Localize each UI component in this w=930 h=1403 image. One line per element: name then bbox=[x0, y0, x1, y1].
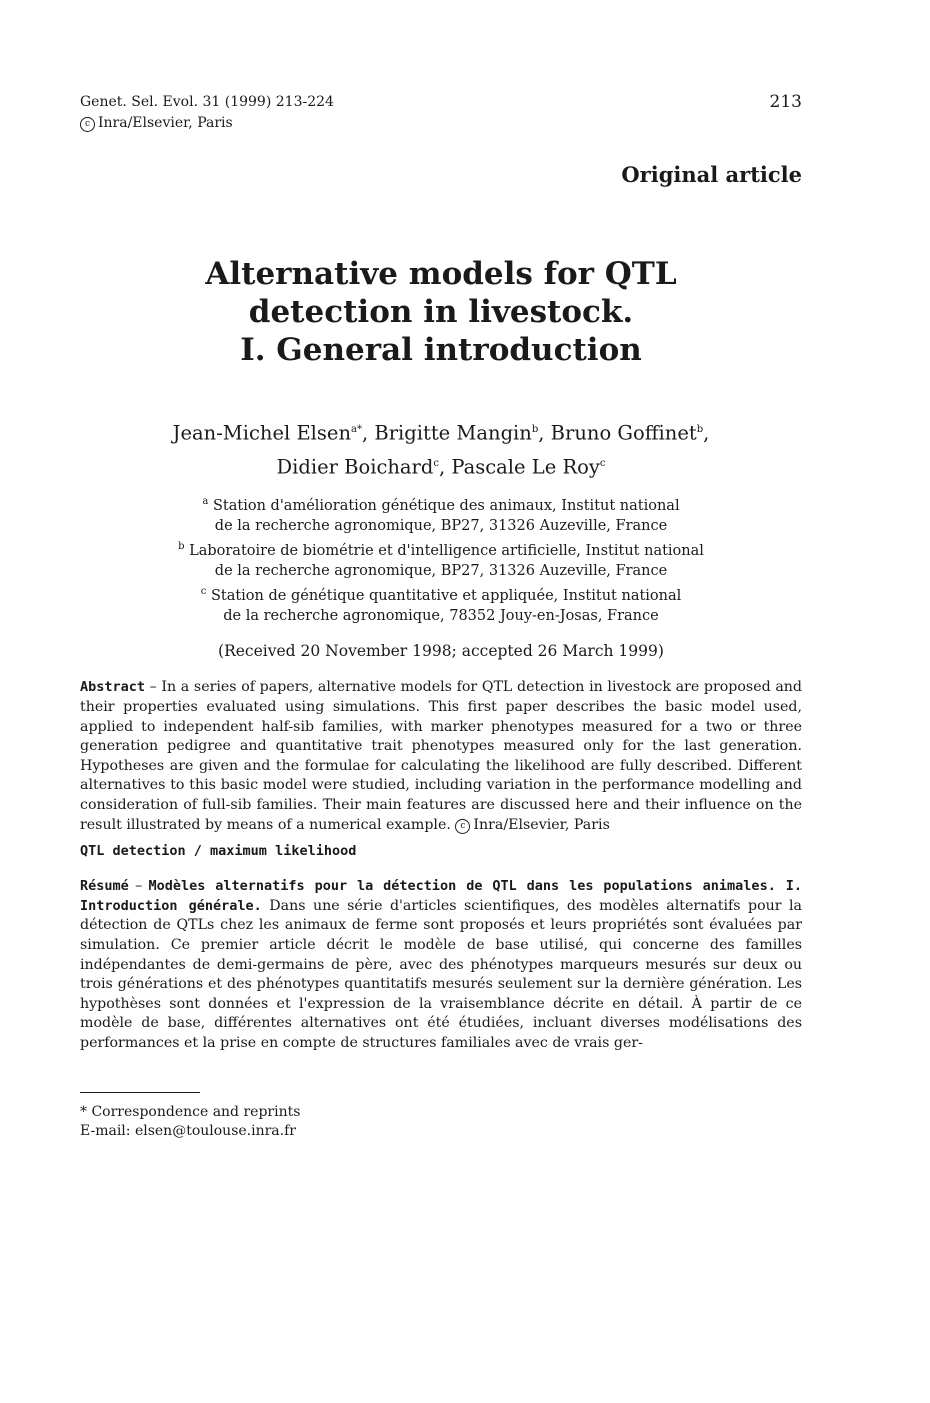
paper-page bbox=[80, 92, 802, 1141]
affiliation-mark: c bbox=[200, 585, 207, 597]
title-line: I. General introduction bbox=[240, 332, 642, 368]
affiliation-mark: a bbox=[202, 496, 209, 507]
abstract-copyright: Inra/Elsevier, Paris bbox=[473, 816, 610, 833]
article-type: Original article bbox=[621, 162, 802, 187]
resume-dash: – bbox=[128, 878, 149, 895]
keywords-text: QTL detection / maximum likelihood bbox=[80, 843, 357, 860]
author-affil-mark: b bbox=[696, 424, 704, 435]
affiliation-list bbox=[80, 492, 802, 626]
copyright-icon: c bbox=[455, 819, 470, 834]
resume-title: Modèles alternatifs pour la détection de QTL dans les populations animales. I. Introduction générale. bbox=[80, 878, 802, 914]
affiliation-mark: b bbox=[178, 540, 185, 552]
author-affil-mark: b bbox=[531, 424, 539, 435]
author-list bbox=[80, 415, 802, 482]
abstract-text: – In a series of papers, alternative models for QTL detection in livestock are proposed and their properties evaluated using simulations. This first paper describes the basic model used, applied to independent half-sib families, with marker phenotypes measured for a two or three generation pedigree and quantitative trait phenotypes measured only for the last generation. Hypotheses are given and the formulae for calculating the likelihood are fully described. Different alternatives to this basic model were studied, including variation in the performance modelling and consideration of full-sib families. Their main features are discussed here and their influence on the result illustrated by means of a numerical example. bbox=[80, 679, 802, 833]
footnote-divider bbox=[80, 1092, 200, 1093]
author-affil-mark: c bbox=[599, 457, 606, 469]
page-number: 213 bbox=[769, 92, 802, 112]
author-name: Brigitte Mangin bbox=[374, 421, 532, 445]
footnote-correspondence: * Correspondence and reprints bbox=[80, 1103, 301, 1120]
affiliation-line: Station d'amélioration génétique des animaux, Institut national bbox=[212, 497, 680, 514]
running-header bbox=[80, 92, 802, 134]
affiliation bbox=[80, 492, 802, 537]
title-line: Alternative models for QTL bbox=[205, 256, 677, 292]
keywords bbox=[80, 843, 802, 859]
resume-label: Résumé bbox=[80, 878, 129, 895]
affiliation-line: de la recherche agronomique, BP27, 31326 Auzeville, France bbox=[214, 563, 668, 580]
copyright-icon: c bbox=[80, 117, 95, 132]
journal-info bbox=[80, 92, 334, 134]
author-line: Jean-Michel Elsen$^{a*}$, Brigitte Mangin$^b$, Bruno Goffinet$^b$, bbox=[172, 421, 710, 445]
abstract-label: Abstract bbox=[80, 679, 146, 696]
author-name: Bruno Goffinet bbox=[550, 421, 697, 445]
affiliation-line: Laboratoire de biométrie et d'intelligence artificielle, Institut national bbox=[189, 542, 704, 559]
resume bbox=[80, 877, 802, 1053]
footnote bbox=[80, 1103, 802, 1141]
paper-title bbox=[80, 255, 802, 369]
affiliation bbox=[80, 537, 802, 582]
title-line: detection in livestock. bbox=[248, 294, 634, 330]
author-name: Jean-Michel Elsen bbox=[172, 421, 352, 445]
publisher-line bbox=[80, 113, 334, 134]
abstract bbox=[80, 678, 802, 835]
author-line: Didier Boichard$^c$, Pascale Le Roy$^c$ bbox=[276, 455, 606, 478]
author-name: Pascale Le Roy bbox=[451, 455, 600, 478]
received-dates: (Received 20 November 1998; accepted 26 March 1999) bbox=[218, 642, 664, 661]
affiliation-line: de la recherche agronomique, BP27, 31326 Auzeville, France bbox=[214, 518, 668, 535]
affiliation-line: Station de génétique quantitative et appliquée, Institut national bbox=[210, 587, 682, 604]
resume-text: Dans une série d'articles scientifiques, des modèles alternatifs pour la détection de QTLs chez les animaux de ferme sont proposés et leurs propriétés sont évaluées par simulation. Ce premier article décrit le modèle de base utilisé, qui concerne des familles indépendantes de demi-germains de père, avec des phénotypes marqueurs mesurés sur deux ou trois générations et des phénotypes quantitatifs mesurés seulement sur la dernière génération. Les hypothèses sont données et l'expression de la vraisemblance décrite en détail. À partir de ce modèle de base, différentes alternatives ont été étudiées, incluant diverses modélisations des performances et la prise en compte de structures familiales avec de vrais ger- bbox=[80, 897, 802, 1051]
affiliation-line: de la recherche agronomique, 78352 Jouy-en-Josas, France bbox=[223, 607, 659, 624]
publisher: Inra/Elsevier, Paris bbox=[98, 115, 233, 131]
footnote-email: E-mail: elsen@toulouse.inra.fr bbox=[80, 1122, 296, 1139]
affiliation bbox=[80, 582, 802, 627]
author-affil-mark: c bbox=[433, 457, 439, 469]
author-affil-mark: a* bbox=[351, 424, 362, 435]
author-name: Didier Boichard bbox=[276, 455, 434, 478]
journal-citation: Genet. Sel. Evol. 31 (1999) 213-224 bbox=[80, 94, 334, 110]
